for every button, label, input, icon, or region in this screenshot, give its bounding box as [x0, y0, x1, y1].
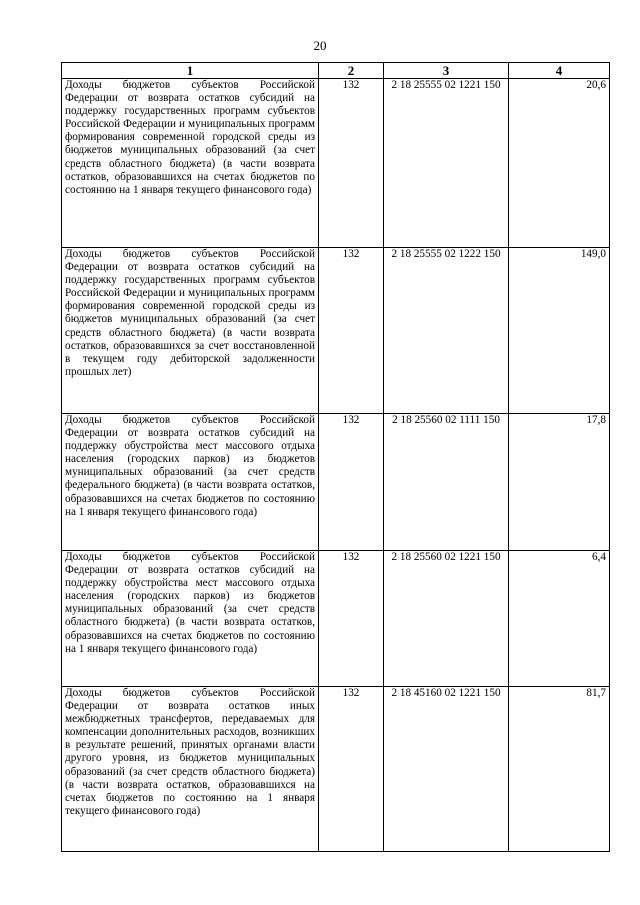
table-row [62, 248, 610, 414]
amount-value: 149,0 [509, 248, 610, 414]
administrator-code: 132 [319, 687, 384, 852]
amount-value: 20,6 [509, 79, 610, 248]
table-row [62, 687, 610, 852]
budget-classification-code: 2 18 25560 02 1221 150 [384, 551, 509, 687]
amount-value: 81,7 [509, 687, 610, 852]
column-header-2: 2 [319, 63, 384, 79]
column-header-4: 4 [509, 63, 610, 79]
revenue-description: Доходы бюджетов субъектов Российской Федерации от возврата остатков субсидий на поддержку государственных программ субъектов Российской Федерации и муниципальных программ формирования современной городской среды из бюджетов муниципальных образований (за счет средств областного бюджета) (в части возврата остатков, образовавшихся за счет восстановленной в текущем году дебиторской задолженности прошлых лет) [62, 248, 319, 414]
budget-classification-code: 2 18 25555 02 1221 150 [384, 79, 509, 248]
budget-classification-code: 2 18 25560 02 1111 150 [384, 414, 509, 551]
budget-classification-code: 2 18 25555 02 1222 150 [384, 248, 509, 414]
table-row [62, 79, 610, 248]
revenue-description: Доходы бюджетов субъектов Российской Федерации от возврата остатков субсидий на поддержку обустройства мест массового отдыха населения (городских парков) из бюджетов муниципальных образований (за счет средств федерального бюджета) (в части возврата остатков, образовавшихся на счетах бюджетов по состоянию на 1 января текущего финансового года) [62, 414, 319, 551]
revenue-table [61, 62, 610, 852]
table-row [62, 414, 610, 551]
revenue-description: Доходы бюджетов субъектов Российской Федерации от возврата остатков иных межбюджетных трансфертов, передаваемых для компенсации дополнительных расходов, возникших в результате решений, принятых органами власти другого уровня, из бюджетов муниципальных образований (за счет средств областного бюджета) (в части возврата остатков, образовавшихся на счетах бюджетов по состоянию на 1 января текущего финансового года) [62, 687, 319, 852]
administrator-code: 132 [319, 551, 384, 687]
administrator-code: 132 [319, 414, 384, 551]
column-header-3: 3 [384, 63, 509, 79]
table-header [62, 63, 610, 79]
header-row [62, 63, 610, 79]
table-row [62, 551, 610, 687]
table-body [62, 79, 610, 852]
administrator-code: 132 [319, 79, 384, 248]
amount-value: 6,4 [509, 551, 610, 687]
budget-classification-code: 2 18 45160 02 1221 150 [384, 687, 509, 852]
revenue-description: Доходы бюджетов субъектов Российской Федерации от возврата остатков субсидий на поддержку государственных программ субъектов Российской Федерации и муниципальных программ формирования современной городской среды из бюджетов муниципальных образований (за счет средств областного бюджета) (в части возврата остатков, образовавшихся на счетах бюджетов по состоянию на 1 января текущего финансового года) [62, 79, 319, 248]
page-number: 20 [313, 38, 327, 53]
column-header-1: 1 [62, 63, 319, 79]
amount-value: 17,8 [509, 414, 610, 551]
administrator-code: 132 [319, 248, 384, 414]
revenue-description: Доходы бюджетов субъектов Российской Федерации от возврата остатков субсидий на поддержку обустройства мест массового отдыха населения (городских парков) из бюджетов муниципальных образований (за счет средств областного бюджета) (в части возврата остатков, образовавшихся на счетах бюджетов по состоянию на 1 января текущего финансового года) [62, 551, 319, 687]
